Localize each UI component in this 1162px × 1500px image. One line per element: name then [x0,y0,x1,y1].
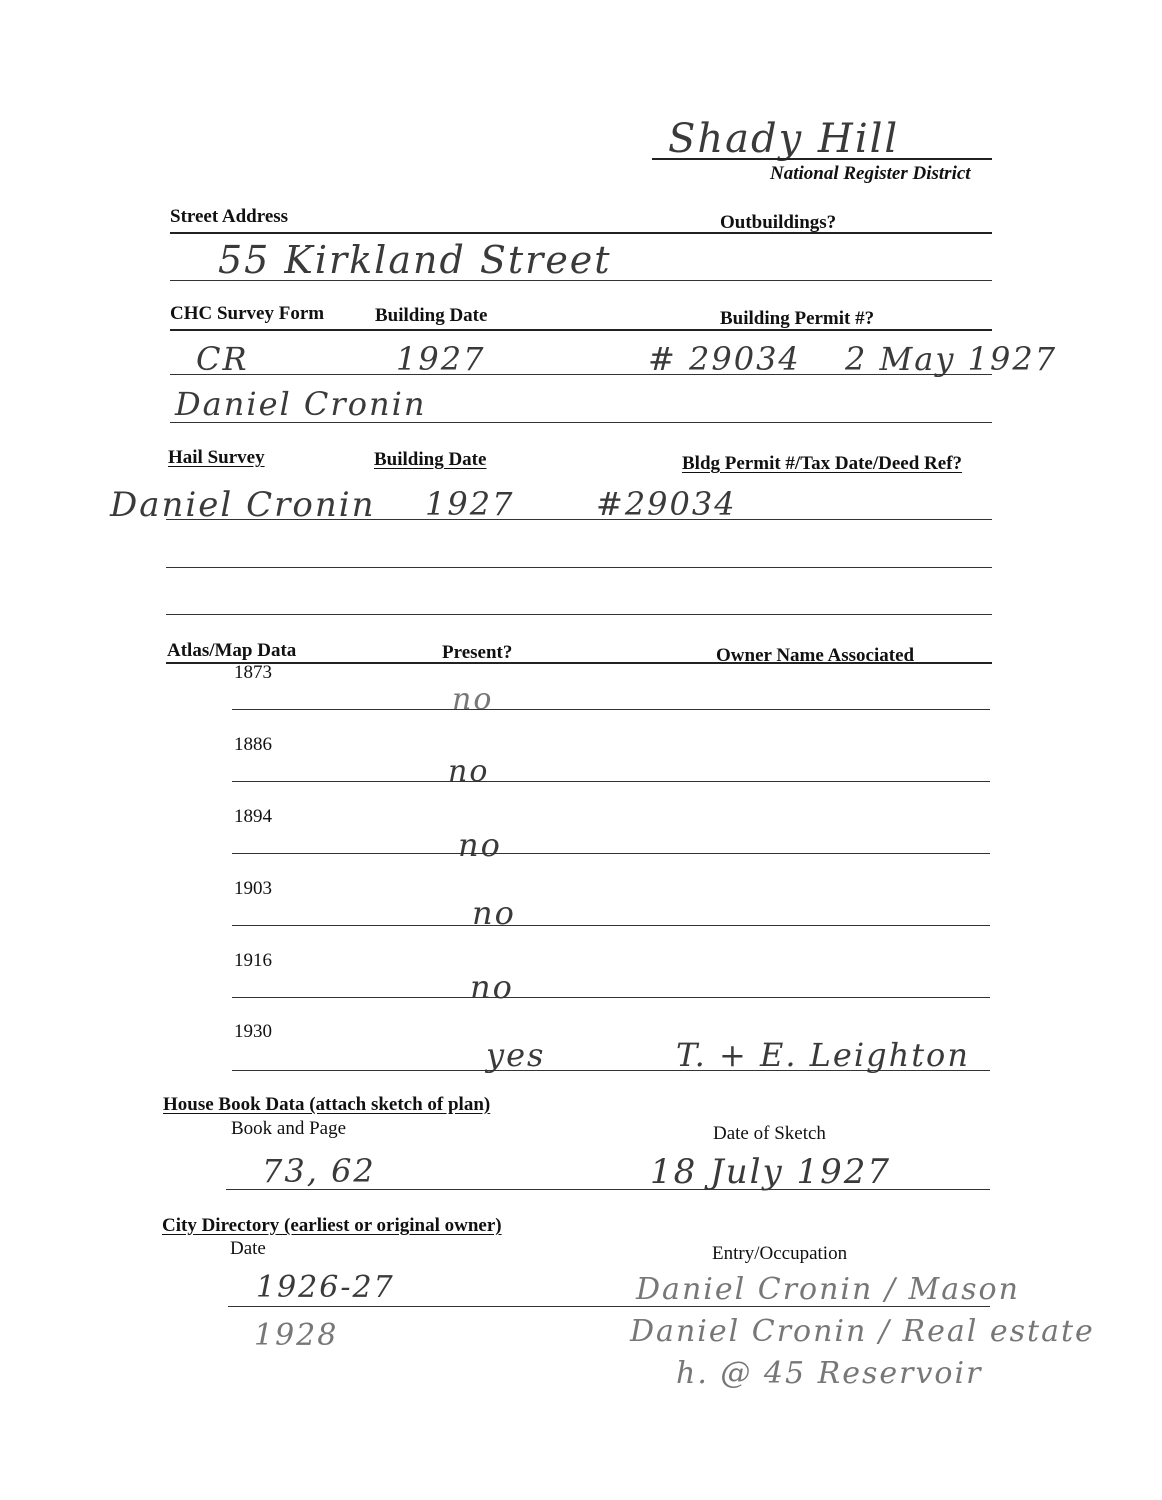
atlas-row-rule [232,781,990,782]
entry-occupation-label: Entry/Occupation [712,1243,848,1264]
atlas-owner-label: Owner Name Associated [716,645,915,666]
atlas-present-label: Present? [442,642,513,663]
district-rule [652,158,992,160]
hail-value-rule-2 [166,567,992,568]
city-directory-date-value-2: 1928 [254,1318,339,1353]
hail-building-date-value: 1927 [425,485,515,523]
chc-building-date-label: Building Date [375,305,488,326]
entry-line-3: h. @ 45 Reservoir [676,1356,983,1391]
hail-building-date-label: Building Date [374,449,487,470]
atlas-row-year: 1916 [234,950,272,971]
street-value-rule [170,280,992,281]
book-page-label: Book and Page [231,1118,347,1139]
atlas-row-rule [232,709,990,710]
chc-permit-date-value: 2 May 1927 [845,340,1058,378]
entry-line-2: Daniel Cronin / Real estate [630,1314,1095,1349]
city-directory-date-label: Date [230,1238,266,1259]
chc-building-date-value: 1927 [396,340,486,378]
atlas-row-present: yes [486,1036,546,1074]
atlas-row-year: 1894 [234,806,272,827]
atlas-header-rule [166,662,992,664]
house-book-label: House Book Data (attach sketch of plan) [163,1094,491,1115]
atlas-row-rule [232,1070,990,1071]
atlas-row-year: 1886 [234,734,272,755]
district-name-handwritten: Shady Hill [668,116,900,162]
hail-permit-label: Bldg Permit #/Tax Date/Deed Ref? [682,453,963,474]
atlas-row-rule [232,925,990,926]
date-of-sketch-value: 18 July 1927 [650,1152,892,1192]
chc-extra-line-value: Daniel Cronin [175,385,427,423]
hail-survey-label: Hail Survey [168,447,265,468]
city-directory-value-rule [228,1306,990,1307]
outbuildings-label: Outbuildings? [720,212,837,233]
chc-value-rule [170,374,992,375]
atlas-row-present: no [448,754,490,789]
hail-name-value: Daniel Cronin [110,485,376,525]
city-directory-label: City Directory (earliest or original owner) [162,1215,502,1236]
city-directory-date-value-1: 1926-27 [256,1270,395,1305]
book-page-value: 73, 62 [262,1152,376,1190]
atlas-row-rule [232,853,990,854]
atlas-map-label: Atlas/Map Data [167,640,297,661]
atlas-row-present: no [452,682,494,717]
atlas-row-rule [232,997,990,998]
chc-permit-label: Building Permit #? [720,308,875,329]
atlas-row-year: 1903 [234,878,272,899]
entry-line-1: Daniel Cronin / Mason [636,1272,1020,1307]
atlas-row-year: 1873 [234,662,272,683]
hail-value-rule-3 [166,614,992,615]
atlas-row-present: no [470,968,514,1006]
chc-extra-rule [170,422,992,423]
hail-value-rule-1 [166,519,992,520]
district-label: National Register District [770,163,971,184]
atlas-row-present: no [472,894,516,932]
atlas-row-year: 1930 [234,1021,272,1042]
atlas-row-owner: T. + E. Leighton [676,1036,970,1074]
street-address-label: Street Address [170,206,289,227]
hail-permit-value: #29034 [596,485,737,523]
chc-survey-form-label: CHC Survey Form [170,303,325,324]
house-book-value-rule [226,1189,990,1190]
street-header-rule [170,232,992,234]
chc-header-rule [170,329,992,331]
atlas-row-present: no [458,826,502,864]
date-of-sketch-label: Date of Sketch [713,1123,826,1144]
street-address-value: 55 Kirkland Street [218,238,612,282]
chc-survey-form-value: CR [196,340,249,378]
chc-permit-value: # 29034 [648,340,801,378]
